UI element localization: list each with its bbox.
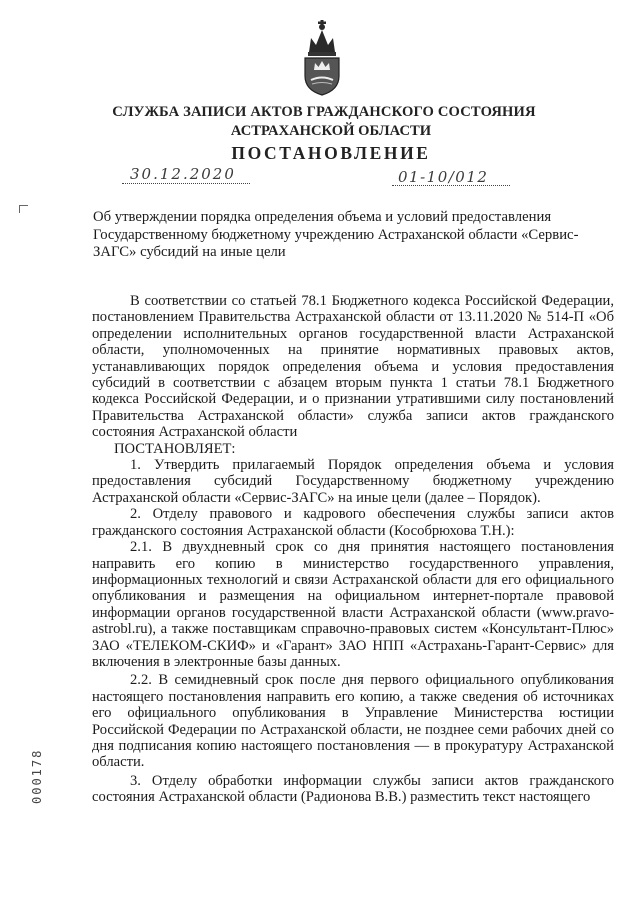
- document-body: [92, 293, 614, 806]
- document-type: ПОСТАНОВЛЕНИЕ: [231, 143, 431, 163]
- number-underline: [392, 185, 510, 186]
- preamble-paragraph: В соответствии со статьей 78.1 Бюджетного кодекса Российской Федерации, постановлением Правительства Астраханской области от 13.11.2020 № 514-П «Об определении исполнительных органов государственной власти Астраханской области, уполномоченных на принятие нормативных правовых актов, устанавливающих порядок определения объема и условия предоставления субсидий в соответствии с абзацем вторым пункта 1 статьи 78.1 Бюджетного кодекса Российской Федерации, и о признании утратившими силу постановлений Правительства Астраханской области» служба записи актов гражданского состояния Астраханской области: [92, 293, 614, 441]
- item-1: 1. Утвердить прилагаемый Порядок определения объема и условия предоставления субсидий Государственному бюджетному учреждению Астраханской области «Сервис-ЗАГС» на иные цели (далее – Порядок).: [92, 457, 614, 506]
- decree-word: ПОСТАНОВЛЯЕТ:: [114, 440, 236, 457]
- date-underline: [122, 183, 250, 184]
- organization-name-line2: АСТРАХАНСКОЙ ОБЛАСТИ: [230, 123, 432, 139]
- item-2-1: 2.1. В двухдневный срок со дня принятия настоящего постановления направить его копию в министерство государственного управления, информационных технологий и связи Астраханской области для его официального опубликования и размещения на официальном интернет-портале правовой информации органов государственной власти Астраханской области (www.pravo-astrobl.ru), а также поставщикам справочно-правовых систем «Консультант-Плюс» ЗАО «ТЕЛЕКОМ-СКИФ» и «Гарант» ЗАО НПП «Астрахань-Гарант-Сервис» для включения в электронные базы данных.: [92, 539, 614, 670]
- handwritten-date: 30.12.2020: [130, 165, 236, 183]
- margin-stamp-number: 000178: [30, 748, 44, 804]
- document-title: Об утверждении порядка определения объема и условий предоставления Государственному бюджетному учреждению Астраханской области «Сервис-ЗАГС» субсидий на иные цели: [93, 209, 579, 260]
- handwritten-number: 01-10/012: [398, 168, 489, 186]
- corner-mark: [19, 205, 28, 213]
- item-3: 3. Отделу обработки информации службы записи актов гражданского состояния Астраханской области (Радионова В.В.) разместить текст настоящего: [92, 772, 614, 806]
- coat-of-arms-icon: [299, 18, 345, 96]
- item-2: 2. Отделу правового и кадрового обеспечения службы записи актов гражданского состояния Астраханской области (Кособрюхова Т.Н.):: [92, 506, 614, 539]
- organization-name-line1: СЛУЖБА ЗАПИСИ АКТОВ ГРАЖДАНСКОГО СОСТОЯНИЯ: [112, 104, 536, 120]
- item-2-2: 2.2. В семидневный срок после дня первого официального опубликования настоящего постановления направить его копию, а также сведения об источниках его официального опубликования в Управление Министерства юстиции Российской Федерации по Астраханской области, не позднее семи рабочих дней со дня подписания копию настоящего постановления — в прокуратуру Астраханской области.: [92, 672, 614, 771]
